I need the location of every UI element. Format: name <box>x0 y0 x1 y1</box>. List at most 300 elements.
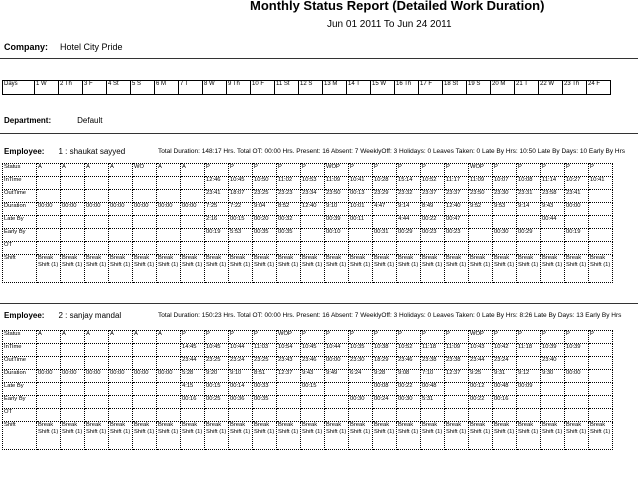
grid-cell <box>181 409 205 422</box>
grid-cell: 00:12 <box>469 383 493 396</box>
grid-cell: 4:47 <box>373 203 397 216</box>
day-header-cell: 14 T <box>347 81 371 95</box>
grid-cell: 7:10 <box>421 370 445 383</box>
grid-cell <box>325 396 349 409</box>
grid-cell <box>469 216 493 229</box>
grid-cell <box>85 177 109 190</box>
grid-cell: Break Shift (1) <box>277 255 301 283</box>
grid-cell: 00:09 <box>517 383 541 396</box>
grid-cell <box>85 190 109 203</box>
grid-cell: 00:22 <box>421 216 445 229</box>
grid-cell: 23:37 <box>421 190 445 203</box>
grid-cell: Break Shift (1) <box>373 255 397 283</box>
grid-cell <box>85 409 109 422</box>
grid-cell: P <box>205 331 229 344</box>
grid-cell: 5:31 <box>421 396 445 409</box>
grid-cell <box>181 242 205 255</box>
grid-cell: P <box>277 164 301 177</box>
grid-cell: 23:25 <box>253 190 277 203</box>
grid-cell: 00:10 <box>325 229 349 242</box>
grid-cell <box>61 344 85 357</box>
grid-cell: 23:24 <box>229 357 253 370</box>
grid-cell: 8:51 <box>253 370 277 383</box>
grid-cell: Break Shift (1) <box>277 422 301 450</box>
grid-cell <box>565 357 589 370</box>
company-name: Hotel City Pride <box>60 42 123 52</box>
grid-cell <box>541 409 565 422</box>
grid-cell: 8:49 <box>421 203 445 216</box>
grid-cell: 11:02 <box>277 177 301 190</box>
grid-cell <box>85 229 109 242</box>
grid-cell <box>181 229 205 242</box>
grid-cell <box>589 203 613 216</box>
grid-cell: Break Shift (1) <box>565 422 589 450</box>
grid-cell <box>133 177 157 190</box>
report-period: Jun 01 2011 To Jun 24 2011 <box>327 19 452 30</box>
grid-cell: Break Shift (1) <box>469 422 493 450</box>
divider <box>0 58 638 59</box>
grid-cell: 23:38 <box>421 357 445 370</box>
grid-cell: Break Shift (1) <box>109 255 133 283</box>
grid-row-ot <box>3 409 613 422</box>
grid-cell: 5:28 <box>181 370 205 383</box>
grid-cell <box>229 409 253 422</box>
grid-cell: 23:44 <box>181 357 205 370</box>
grid-cell: 00:44 <box>541 216 565 229</box>
grid-cell: 00:22 <box>469 396 493 409</box>
grid-cell <box>133 242 157 255</box>
grid-cell: Break Shift (1) <box>37 422 61 450</box>
grid-cell: 8:52 <box>277 203 301 216</box>
grid-cell: 10:39 <box>565 344 589 357</box>
grid-cell: P <box>421 331 445 344</box>
day-header-cell: 4 St <box>107 81 131 95</box>
grid-cell: P <box>373 164 397 177</box>
grid-cell: 9:14 <box>397 203 421 216</box>
grid-cell: 00:20 <box>253 216 277 229</box>
grid-cell: P <box>421 164 445 177</box>
grid-cell: 11:03 <box>253 344 277 357</box>
grid-cell: 00:15 <box>205 383 229 396</box>
grid-cell: 10:41 <box>589 177 613 190</box>
grid-cell: 9:30 <box>541 370 565 383</box>
grid-cell: Break Shift (1) <box>445 255 469 283</box>
grid-cell <box>37 190 61 203</box>
grid-row-duration <box>3 203 613 216</box>
grid-cell: 9:52 <box>469 203 493 216</box>
grid-cell: 23:23 <box>277 190 301 203</box>
grid-row-shift <box>3 255 613 283</box>
grid-cell: Break Shift (1) <box>589 255 613 283</box>
grid-cell: 00:00 <box>157 203 181 216</box>
grid-cell: 10:45 <box>205 344 229 357</box>
grid-cell: A <box>37 331 61 344</box>
grid-cell: 00:13 <box>349 190 373 203</box>
grid-cell <box>85 242 109 255</box>
grid-cell: 00:00 <box>85 203 109 216</box>
grid-cell: Break Shift (1) <box>301 422 325 450</box>
grid-cell: Break Shift (1) <box>253 422 277 450</box>
grid-cell <box>157 357 181 370</box>
grid-cell: 00:29 <box>517 229 541 242</box>
company-label: Company: <box>4 42 49 52</box>
grid-cell <box>157 190 181 203</box>
grid-cell: P <box>589 331 613 344</box>
grid-cell: 00:35 <box>277 229 301 242</box>
grid-cell: P <box>205 164 229 177</box>
day-header-cell: 23 Th <box>563 81 587 95</box>
grid-cell: 00:47 <box>445 216 469 229</box>
grid-row-late-by <box>3 383 613 396</box>
grid-cell: 00:24 <box>373 396 397 409</box>
grid-cell: 10:08 <box>517 177 541 190</box>
grid-cell <box>157 383 181 396</box>
row-label: OutTime <box>3 357 37 370</box>
grid-cell: 00:14 <box>229 383 253 396</box>
day-header-cell: 13 M <box>323 81 347 95</box>
grid-cell: 9:12 <box>517 370 541 383</box>
grid-cell: Break Shift (1) <box>157 422 181 450</box>
grid-cell <box>37 177 61 190</box>
grid-cell: A <box>85 164 109 177</box>
grid-cell <box>541 396 565 409</box>
grid-cell: A <box>133 331 157 344</box>
row-label: Early By <box>3 229 37 242</box>
day-header-cell: 8 W <box>203 81 227 95</box>
grid-cell: P <box>541 331 565 344</box>
row-label: Late By <box>3 216 37 229</box>
grid-cell <box>109 190 133 203</box>
grid-cell: 00:30 <box>493 229 517 242</box>
grid-cell: Break Shift (1) <box>589 422 613 450</box>
grid-row-ot <box>3 242 613 255</box>
grid-cell <box>349 409 373 422</box>
grid-cell <box>325 242 349 255</box>
grid-cell: A <box>157 331 181 344</box>
grid-cell <box>61 409 85 422</box>
grid-cell <box>85 216 109 229</box>
grid-cell: 23:29 <box>373 190 397 203</box>
grid-cell <box>565 383 589 396</box>
grid-cell <box>133 344 157 357</box>
day-header-cell: 17 F <box>419 81 443 95</box>
grid-cell <box>445 383 469 396</box>
day-header-cell: 19 S <box>467 81 491 95</box>
grid-cell <box>565 396 589 409</box>
grid-cell: 00:48 <box>421 383 445 396</box>
grid-cell: Break Shift (1) <box>133 422 157 450</box>
grid-cell: Break Shift (1) <box>229 255 253 283</box>
grid-cell <box>157 409 181 422</box>
grid-cell: 00:08 <box>373 383 397 396</box>
grid-cell: P <box>229 331 253 344</box>
employee-summary: Total Duration: 148:17 Hrs. Total OT: 00:00 Hrs. Present: 16 Absent: 7 WeeklyOff: 3 Holidays: 0 Leaves Taken: 0 Late By Hrs: 10:50 Late By Days: 10 Early By Hrs <box>158 148 626 155</box>
grid-row-early-by <box>3 229 613 242</box>
grid-cell: 11:09 <box>445 344 469 357</box>
grid-row-intime <box>3 177 613 190</box>
grid-cell <box>37 383 61 396</box>
day-header-cell: 21 T <box>515 81 539 95</box>
grid-cell <box>493 216 517 229</box>
grid-cell: 23:30 <box>493 190 517 203</box>
grid-cell <box>469 242 493 255</box>
grid-cell: A <box>109 164 133 177</box>
row-label: Status <box>3 164 37 177</box>
row-label: Late By <box>3 383 37 396</box>
grid-cell <box>565 216 589 229</box>
grid-cell: 9:49 <box>325 370 349 383</box>
grid-cell <box>205 409 229 422</box>
grid-cell <box>277 409 301 422</box>
grid-cell: 00:00 <box>61 203 85 216</box>
grid-cell: 14:45 <box>181 344 205 357</box>
grid-cell: 10:39 <box>541 344 565 357</box>
grid-cell: P <box>253 331 277 344</box>
grid-cell: WOP <box>277 331 301 344</box>
grid-cell: 7:22 <box>229 203 253 216</box>
grid-cell: Break Shift (1) <box>181 255 205 283</box>
grid-cell: Break Shift (1) <box>229 422 253 450</box>
row-label: InTime <box>3 177 37 190</box>
employee-header <box>4 311 121 320</box>
grid-cell <box>181 177 205 190</box>
grid-cell: 23:30 <box>349 357 373 370</box>
grid-cell: P <box>565 331 589 344</box>
grid-cell: 9:14 <box>517 203 541 216</box>
grid-cell: 5:53 <box>229 229 253 242</box>
grid-cell: 10:54 <box>277 344 301 357</box>
grid-cell: A <box>61 164 85 177</box>
grid-cell: 00:29 <box>397 229 421 242</box>
grid-cell: 7:25 <box>205 203 229 216</box>
day-header-cell: 7 T <box>179 81 203 95</box>
grid-cell <box>133 216 157 229</box>
grid-cell: 12:37 <box>277 370 301 383</box>
grid-cell: 10:52 <box>421 177 445 190</box>
grid-cell: Break Shift (1) <box>445 422 469 450</box>
grid-cell <box>37 409 61 422</box>
grid-cell: 10:28 <box>373 177 397 190</box>
grid-cell: 00:16 <box>181 396 205 409</box>
grid-cell: A <box>181 164 205 177</box>
grid-cell <box>589 190 613 203</box>
grid-cell: Break Shift (1) <box>61 422 85 450</box>
grid-cell: 18:07 <box>229 190 253 203</box>
grid-cell: Break Shift (1) <box>421 255 445 283</box>
grid-cell <box>589 242 613 255</box>
grid-cell: 23:58 <box>541 190 565 203</box>
grid-cell <box>109 177 133 190</box>
grid-cell <box>349 242 373 255</box>
grid-cell: Break Shift (1) <box>541 255 565 283</box>
grid-cell: 4:15 <box>181 383 205 396</box>
row-label: Early By <box>3 396 37 409</box>
grid-cell <box>157 177 181 190</box>
report-title: Monthly Status Report (Detailed Work Duration) <box>250 0 545 13</box>
grid-cell: 11:18 <box>421 344 445 357</box>
grid-cell <box>181 216 205 229</box>
employee-attendance-grid <box>2 330 613 450</box>
grid-cell: 00:30 <box>397 396 421 409</box>
grid-cell <box>61 190 85 203</box>
grid-cell: P <box>373 331 397 344</box>
grid-cell <box>109 409 133 422</box>
grid-cell <box>109 242 133 255</box>
grid-cell: 11:09 <box>469 177 493 190</box>
grid-cell: Break Shift (1) <box>397 255 421 283</box>
grid-cell: 12:46 <box>205 177 229 190</box>
grid-cell: A <box>109 331 133 344</box>
grid-cell: 23:43 <box>277 357 301 370</box>
grid-cell <box>157 396 181 409</box>
grid-cell: 23:34 <box>301 190 325 203</box>
grid-cell: 00:15 <box>301 383 325 396</box>
grid-cell: 00:00 <box>109 203 133 216</box>
grid-cell: 6:24 <box>349 370 373 383</box>
grid-cell: 00:19 <box>205 229 229 242</box>
row-label: OT <box>3 409 37 422</box>
employee-label: Employee: <box>4 311 45 320</box>
grid-cell: 11:09 <box>325 177 349 190</box>
day-header-cell: 1 W <box>35 81 59 95</box>
grid-cell: Break Shift (1) <box>61 255 85 283</box>
grid-cell: 10:50 <box>253 177 277 190</box>
grid-cell: P <box>349 331 373 344</box>
day-header-cell: 9 Th <box>227 81 251 95</box>
grid-row-intime <box>3 344 613 357</box>
grid-cell <box>589 344 613 357</box>
grid-cell: 10:35 <box>349 344 373 357</box>
grid-cell: Break Shift (1) <box>205 255 229 283</box>
days-table <box>2 80 611 95</box>
grid-cell <box>517 396 541 409</box>
grid-cell: 00:36 <box>229 396 253 409</box>
grid-cell <box>301 216 325 229</box>
grid-cell: P <box>301 164 325 177</box>
row-label: OutTime <box>3 190 37 203</box>
grid-cell: 15:14 <box>397 177 421 190</box>
grid-cell <box>85 396 109 409</box>
grid-cell <box>517 357 541 370</box>
grid-cell: 23:50 <box>469 190 493 203</box>
grid-cell <box>61 229 85 242</box>
grid-cell: Break Shift (1) <box>349 422 373 450</box>
grid-cell <box>61 177 85 190</box>
grid-cell: Break Shift (1) <box>109 422 133 450</box>
grid-cell <box>85 357 109 370</box>
grid-cell: A <box>37 164 61 177</box>
row-label: Duration <box>3 203 37 216</box>
grid-cell: P <box>181 331 205 344</box>
grid-cell <box>589 229 613 242</box>
grid-cell: 00:39 <box>325 216 349 229</box>
day-header-cell: 24 F <box>587 81 611 95</box>
row-label: InTime <box>3 344 37 357</box>
grid-cell: 00:48 <box>493 383 517 396</box>
grid-cell <box>277 383 301 396</box>
days-label: Days <box>3 81 35 95</box>
grid-cell <box>493 242 517 255</box>
grid-cell: 00:23 <box>421 229 445 242</box>
employee-name: 1 : shaukat sayyed <box>58 147 126 156</box>
day-header-cell: 11 St <box>275 81 299 95</box>
grid-cell <box>301 396 325 409</box>
grid-cell: 00:00 <box>37 203 61 216</box>
divider <box>0 303 638 304</box>
grid-cell <box>589 383 613 396</box>
grid-cell: WOP <box>469 331 493 344</box>
grid-row-outtime <box>3 357 613 370</box>
grid-cell <box>277 242 301 255</box>
grid-cell: 00:33 <box>253 383 277 396</box>
grid-cell <box>565 409 589 422</box>
grid-cell: 00:00 <box>133 203 157 216</box>
divider <box>0 133 638 134</box>
grid-cell: 00:23 <box>445 229 469 242</box>
grid-cell: Break Shift (1) <box>565 255 589 283</box>
grid-cell <box>445 242 469 255</box>
grid-cell <box>157 229 181 242</box>
grid-cell: 12:37 <box>445 370 469 383</box>
grid-cell <box>181 190 205 203</box>
grid-cell: 00:00 <box>565 203 589 216</box>
grid-cell: 23:46 <box>301 357 325 370</box>
grid-cell: A <box>85 331 109 344</box>
grid-cell: 00:00 <box>565 370 589 383</box>
grid-cell: 11:18 <box>517 344 541 357</box>
grid-cell: 23:40 <box>541 357 565 370</box>
grid-cell: 10:27 <box>565 177 589 190</box>
grid-cell <box>589 409 613 422</box>
grid-cell: P <box>301 331 325 344</box>
grid-cell: 23:44 <box>469 357 493 370</box>
grid-cell: WOP <box>325 164 349 177</box>
grid-cell: 23:24 <box>493 357 517 370</box>
grid-cell: 00:00 <box>85 370 109 383</box>
grid-cell <box>37 396 61 409</box>
row-label: Shift <box>3 422 37 450</box>
grid-cell: 9:53 <box>493 203 517 216</box>
grid-cell: Break Shift (1) <box>325 255 349 283</box>
grid-cell <box>85 344 109 357</box>
grid-row-outtime <box>3 190 613 203</box>
grid-cell: 00:00 <box>61 370 85 383</box>
grid-cell <box>421 242 445 255</box>
grid-cell: 10:07 <box>493 177 517 190</box>
grid-cell <box>397 242 421 255</box>
grid-cell: P <box>349 164 373 177</box>
row-label: Shift <box>3 255 37 283</box>
grid-row-status <box>3 331 613 344</box>
grid-cell: 12:40 <box>301 203 325 216</box>
grid-cell: P <box>325 331 349 344</box>
day-header-cell: 6 M <box>155 81 179 95</box>
grid-cell: 10:52 <box>397 344 421 357</box>
employee-header <box>4 147 125 156</box>
grid-cell: 9:31 <box>493 370 517 383</box>
grid-cell: 23:31 <box>517 190 541 203</box>
grid-cell: 00:00 <box>109 370 133 383</box>
grid-cell <box>469 409 493 422</box>
day-header-cell: 3 F <box>83 81 107 95</box>
grid-cell <box>373 409 397 422</box>
grid-cell <box>589 216 613 229</box>
grid-cell <box>493 409 517 422</box>
grid-cell <box>517 409 541 422</box>
grid-cell <box>157 242 181 255</box>
grid-cell: Break Shift (1) <box>85 422 109 450</box>
grid-cell: P <box>445 164 469 177</box>
